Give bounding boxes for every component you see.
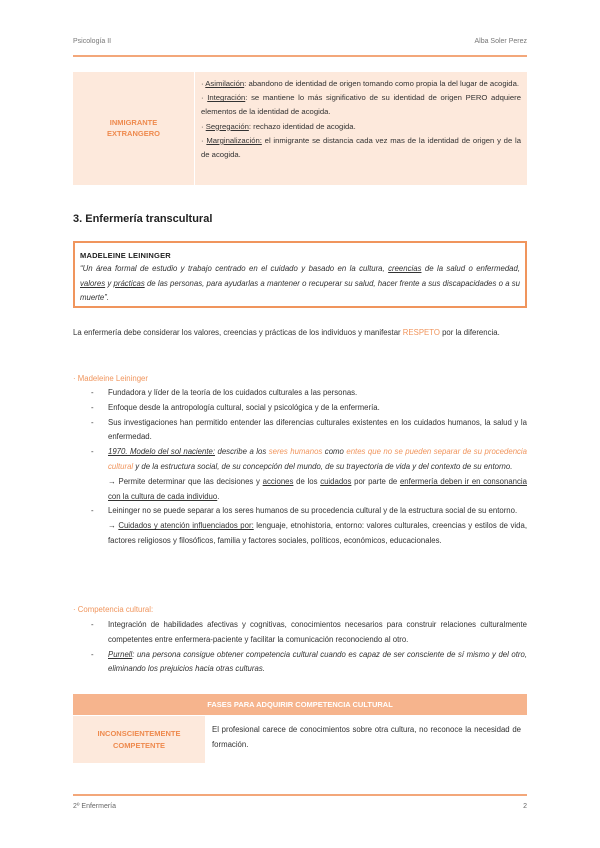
section-title: 3. Enfermería transcultural <box>73 213 213 225</box>
phase-label <box>73 716 206 763</box>
leininger-list <box>73 386 527 549</box>
immigrant-label <box>73 72 195 185</box>
intro-paragraph: La enfermería debe considerar los valores, creencias y prácticas de los individuos y manifestar RESPETO por la diferencia. <box>73 328 500 337</box>
identity-row: · Asimilación: abandono de identidad de origen tomando como propia la del lugar de acogida. <box>201 79 519 88</box>
phases-table-header: FASES PARA ADQUIRIR COMPETENCIA CULTURAL <box>73 694 527 716</box>
competence-phases-table <box>73 694 527 763</box>
immigrant-identity-table <box>73 72 527 185</box>
list-item-sunrise-model: - 1970. Modelo del sol naciente: describe a los seres humanos como entes que no se pueden separar de su procedencia cultural y de la estructura social, de su concepción del mundo, de su trayectoria de vida y del contexto de su entorno. <box>73 445 527 475</box>
immigrant-label-line1: INMIGRANTE <box>109 117 158 127</box>
phase-description: El profesional carece de conocimientos sobre otra cultura, no reconoce la necesidad de formación. <box>212 725 521 749</box>
footer-course: 2º Enfermería <box>73 803 117 810</box>
list-item: - Integración de habilidades afectivas y cognitivas, conocimientos necesarios para construir relaciones culturalmente competentes entre enfermera-paciente y facilitar la comunicación reconociendo al otro. <box>73 618 527 648</box>
immigrant-label-line2: EXTRANGERO <box>107 128 160 138</box>
header-subject: Psicología II <box>73 38 112 45</box>
leininger-definition-box <box>73 241 527 308</box>
box-quote: “Un área formal de estudio y trabajo centrado en el cuidado y basado en la cultura, creencias de la salud o enfermedad, valores y prácticas de las personas, para ayudarlas a mantener o recuperar su salud, hacer frente a sus discapacidades o a su muerte”. <box>80 264 521 302</box>
identity-row: · Integración: se mantiene lo más significativo de su identidad de origen PERO adquiere elementos de la identidad de acogida. <box>201 93 521 117</box>
footer-rule <box>73 794 527 796</box>
leininger-heading: · Madeleine Leininger <box>73 374 148 383</box>
table-row <box>73 716 527 763</box>
identity-row: · Marginalización: el inmigrante se distancia cada vez mas de la identidad de origen y de la de acogida. <box>201 135 521 160</box>
page-number: 2 <box>523 803 527 810</box>
competencia-list <box>73 618 527 677</box>
header-rule <box>73 55 527 57</box>
box-title: MADELEINE LEININGER <box>80 251 171 260</box>
phase-label-line1: INCONSCIENTEMENTE <box>97 729 181 739</box>
header-author: Alba Soler Perez <box>474 38 527 45</box>
list-item: - Fundadora y líder de la teoría de los cuidados culturales a las personas. <box>73 386 527 401</box>
identity-row: · Segregación: rechazo identidad de acogida. <box>201 121 356 131</box>
identity-types-cell <box>195 72 527 185</box>
care-influences: → Cuidados y atención influenciados por: lenguaje, etnohistoria, entorno: valores culturales, creencias y estilos de vida, factores religiosos y filosóficos, familia y factores sociales, políticos, económicos, educacionales. <box>108 521 528 545</box>
list-item: - Sus investigaciones han permitido entender las diferencias culturales existentes en los cuidados humanos, la salud y la enfermedad. <box>73 416 527 446</box>
competencia-heading: · Competencia cultural: <box>73 605 154 614</box>
sunrise-model-consequence: → Permite determinar que las decisiones y acciones de los cuidados por parte de enfermería deben ir en consonancia con la cultura de cada individuo. <box>108 476 527 501</box>
list-item: - Enfoque desde la antropología cultural, social y psicológica y de la enfermería. <box>73 401 527 416</box>
phase-label-line2: COMPETENTE <box>112 740 166 750</box>
list-item: - Leininger no se puede separar a los seres humanos de su procedencia cultural y de la estructura social de su entorno. <box>73 504 527 519</box>
list-item-purnell: - Purnell: una persona consigue obtener competencia cultural cuando es capaz de ser consciente de sí mismo y del otro, eliminando los prejuicios hacia otras culturas. <box>73 648 527 678</box>
